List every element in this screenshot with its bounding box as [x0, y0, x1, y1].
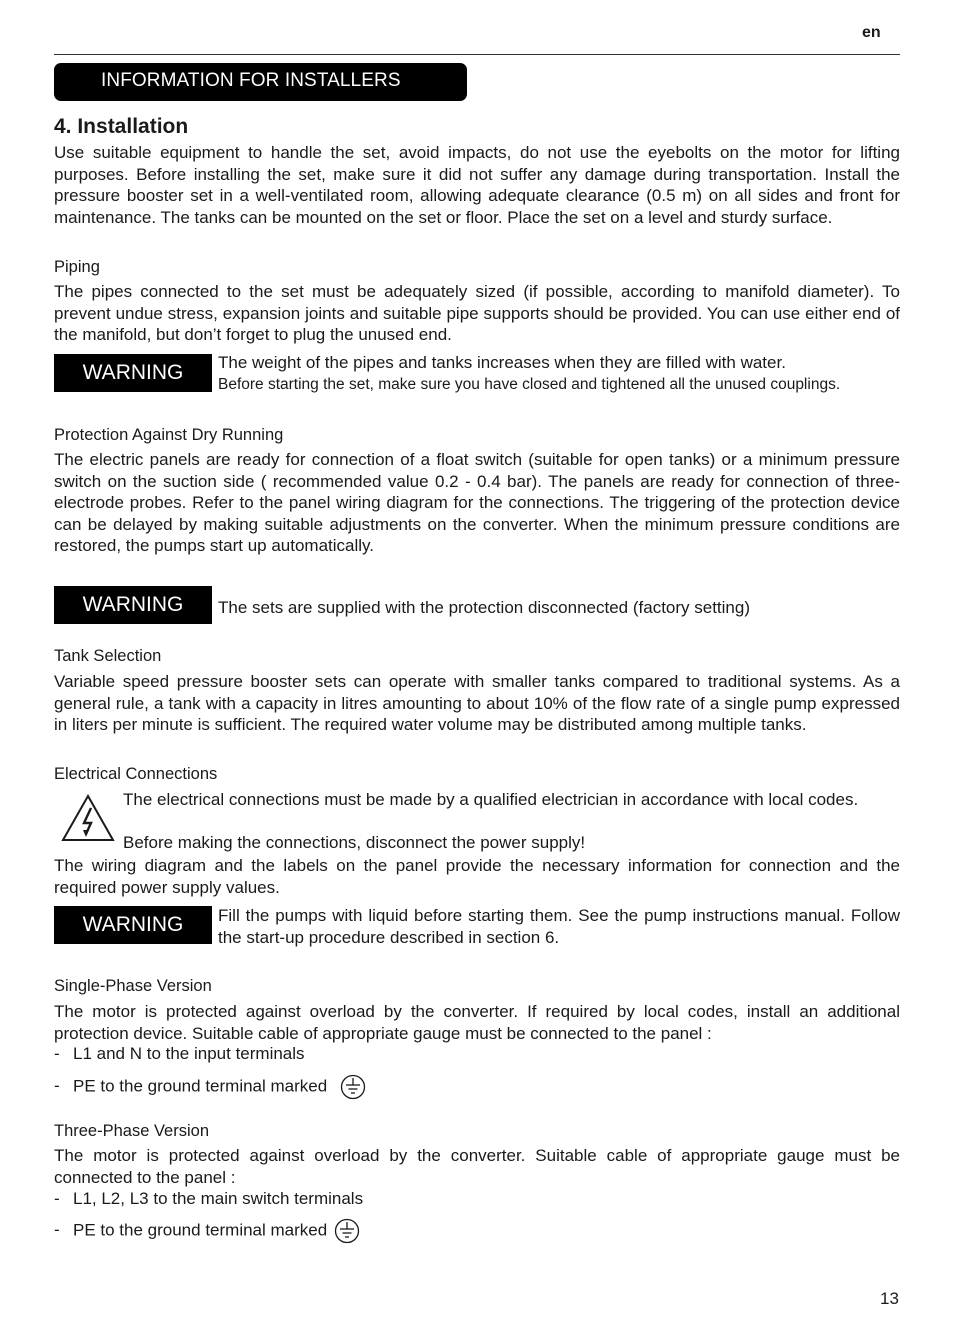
electrical-heading: Electrical Connections — [54, 765, 218, 783]
electrical-text: The wiring diagram and the labels on the panel provide the necessary information for connection and the required power supply values. — [54, 856, 900, 897]
list-item-text: PE to the ground terminal marked — [73, 1076, 328, 1096]
section-title: 4. Installation — [54, 115, 189, 138]
list-item-text: PE to the ground terminal marked — [73, 1220, 328, 1240]
piping-heading: Piping — [54, 258, 100, 276]
warning-label-piping: WARNING — [54, 354, 212, 392]
single-phase-heading: Single-Phase Version — [54, 977, 212, 995]
electrical-caution-text: The electrical connections must be made by a qualified electrician in accordance with local codes. — [123, 790, 859, 809]
warning-line-1: The weight of the pipes and tanks increases when they are filled with water. — [218, 353, 786, 372]
dry-running-text: The electric panels are ready for connection of a float switch (suitable for open tanks) or a minimum pressure switch on the suction side ( recommended value 0.2 - 0.4 bar). The panels are ready for connection of three-electrode probes. Refer to the panel wiring diagram for the connections. The triggering of the protection device can be delayed by making suitable adjustments on the converter. When the minimum pressure conditions are restored, the pumps start up automatically. — [54, 450, 900, 555]
list-item — [54, 1188, 363, 1210]
language-code: en — [862, 24, 881, 41]
three-phase-heading: Three-Phase Version — [54, 1122, 210, 1140]
warning-label-electrical: WARNING — [54, 906, 212, 944]
list-item-text: L1 and N to the input terminals — [73, 1044, 305, 1063]
list-dash: - — [54, 1076, 60, 1096]
piping-text: The pipes connected to the set must be adequately sized (if possible, according to manifold diameter). To prevent undue stress, expansion joints and suitable pipe supports should be provided. You can use either end of the manifold, but don’t forget to plug the unused end. — [54, 282, 900, 344]
warning-line-2: Before starting the set, make sure you have closed and tightened all the unused couplings. — [218, 376, 841, 393]
warning-text-dry-running: The sets are supplied with the protection disconnected (factory setting) — [218, 598, 751, 617]
dry-running-heading: Protection Against Dry Running — [54, 426, 284, 444]
ground-symbol-icon — [334, 1218, 360, 1244]
list-item — [54, 1074, 366, 1100]
section-banner: INFORMATION FOR INSTALLERS — [54, 63, 467, 101]
electrical-caution-line-2: Before making the connections, disconnect the power supply! — [123, 833, 586, 852]
list-item-text: L1, L2, L3 to the main switch terminals — [73, 1189, 364, 1208]
header-rule — [54, 54, 900, 55]
list-dash: - — [54, 1220, 60, 1240]
three-phase-text: The motor is protected against overload by the converter. Suitable cable of appropriate gauge must be connected to the panel : — [54, 1146, 900, 1187]
ground-symbol-icon — [340, 1074, 366, 1100]
warning-text-electrical: Fill the pumps with liquid before starting them. See the pump instructions manual. Follow the start-up procedure described in section 6. — [218, 906, 900, 947]
installation-intro: Use suitable equipment to handle the set, avoid impacts, do not use the eyebolts on the motor for lifting purposes. Before installing the set, make sure it did not suffer any damage during transportation. Install the pressure booster set in a well-ventilated room, allowing adequate clearance (0.5 m) on all sides and front for maintenance. The tanks can be mounted on the set or floor. Place the set on a level and sturdy surface. — [54, 143, 900, 227]
warning-text-piping — [218, 352, 840, 396]
tank-heading: Tank Selection — [54, 647, 162, 665]
single-phase-text: The motor is protected against overload by the converter. If required by local codes, install an additional protection device. Suitable cable of appropriate gauge must be connected to the panel : — [54, 1002, 900, 1043]
tank-text: Variable speed pressure booster sets can operate with smaller tanks compared to traditional systems. As a general rule, a tank with a capacity in litres amounting to about 10% of the flow rate of a single pump expressed in liters per minute is sufficient. The required water volume may be distributed among multiple tanks. — [54, 672, 900, 734]
list-dash: - — [54, 1189, 60, 1208]
list-item — [54, 1218, 360, 1244]
page-number: 13 — [880, 1289, 899, 1308]
warning-label-dry-running: WARNING — [54, 586, 212, 624]
list-dash: - — [54, 1044, 60, 1063]
high-voltage-warning-icon — [60, 793, 116, 843]
list-item — [54, 1043, 305, 1065]
